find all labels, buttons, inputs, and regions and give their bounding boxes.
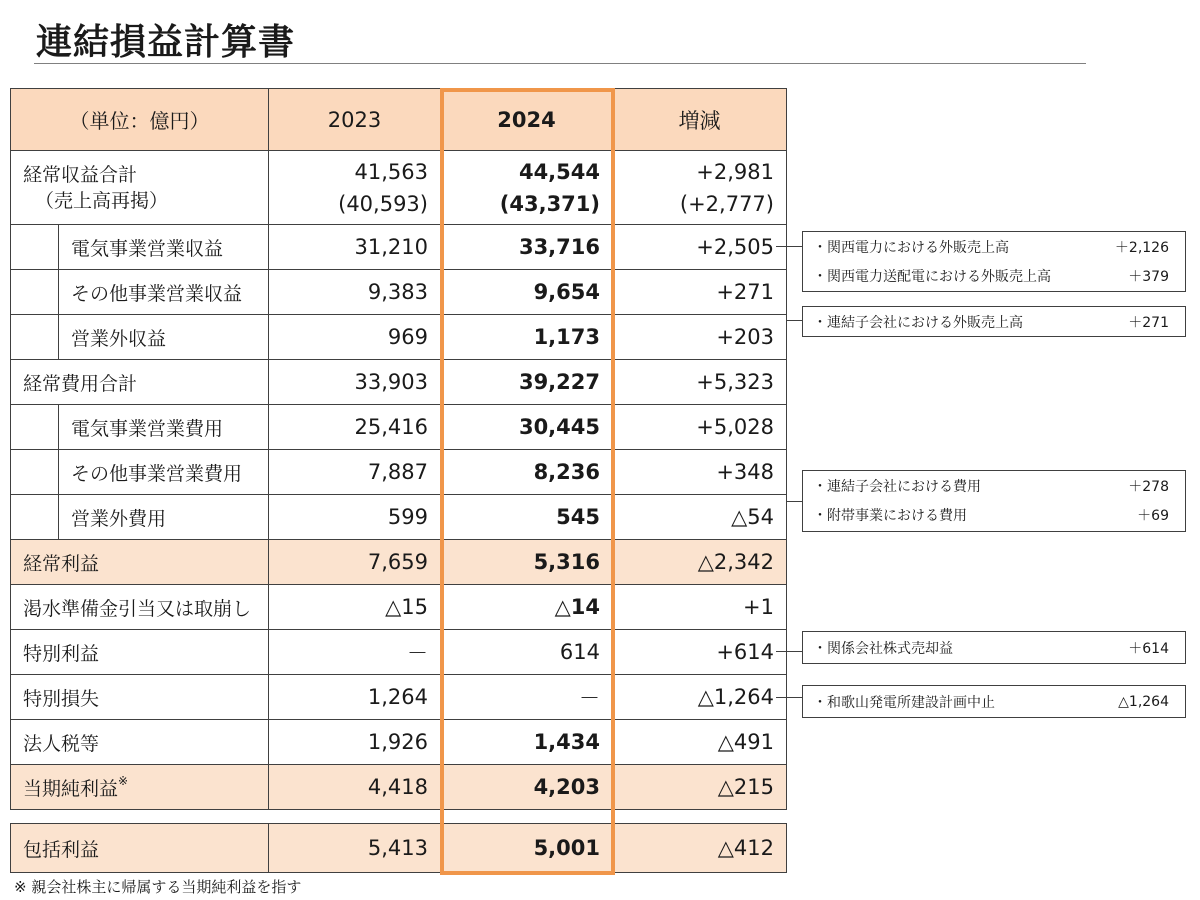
title-divider bbox=[34, 63, 1086, 64]
value-2024: 5,316 bbox=[441, 540, 613, 585]
row-label: 経常利益 bbox=[11, 540, 269, 585]
value-2024: 5,001 bbox=[441, 824, 613, 873]
value-diff: +348 bbox=[613, 450, 787, 495]
comprehensive-income-table bbox=[10, 823, 787, 873]
table-row bbox=[11, 630, 787, 675]
row-label: 営業外収益 bbox=[11, 315, 269, 360]
callout-connector bbox=[776, 246, 802, 247]
value-diff: +2,505 bbox=[613, 225, 787, 270]
value-2024: 614 bbox=[441, 630, 613, 675]
table-row bbox=[11, 720, 787, 765]
value-2024: 9,654 bbox=[441, 270, 613, 315]
callout-expenses bbox=[802, 470, 1186, 532]
value-2024: 1,173 bbox=[441, 315, 613, 360]
header-2023: 2023 bbox=[269, 89, 441, 151]
value-2024: 4,203 bbox=[441, 765, 613, 810]
value-2023: 969 bbox=[269, 315, 441, 360]
callout-line: ・関西電力における外販売上高 ＋2,126 bbox=[813, 239, 1169, 256]
value-2023: － bbox=[269, 630, 441, 675]
footnote: ※ 親会社株主に帰属する当期純利益を指す bbox=[14, 878, 302, 896]
callout-line: ・和歌山発電所建設計画中止 △1,264 bbox=[813, 693, 1169, 711]
callout-line: ・連結子会社における外販売上高 ＋271 bbox=[813, 314, 1169, 331]
value-diff: +614 bbox=[613, 630, 787, 675]
unit-label: （単位：億円） bbox=[11, 89, 269, 151]
value-diff: △491 bbox=[613, 720, 787, 765]
row-label: 電気事業営業費用 bbox=[11, 405, 269, 450]
row-label: 営業外費用 bbox=[11, 495, 269, 540]
value-2024: 30,445 bbox=[441, 405, 613, 450]
value-2024: 1,434 bbox=[441, 720, 613, 765]
value-diff: +5,028 bbox=[613, 405, 787, 450]
callout-line: ・関係会社株式売却益 ＋614 bbox=[813, 640, 1169, 657]
callout-connector bbox=[776, 697, 802, 698]
row-label: 渇水準備金引当又は取崩し bbox=[11, 585, 269, 630]
page-title: 連結損益計算書 bbox=[36, 22, 296, 63]
row-label: その他事業営業費用 bbox=[11, 450, 269, 495]
value-diff: △412 bbox=[613, 824, 787, 873]
value-2023: 7,887 bbox=[269, 450, 441, 495]
callout-connector bbox=[786, 472, 802, 502]
value-2024: 39,227 bbox=[441, 360, 613, 405]
value-diff: △215 bbox=[613, 765, 787, 810]
header-2024: 2024 bbox=[441, 89, 613, 151]
value-2024: 8,236 bbox=[441, 450, 613, 495]
table-row bbox=[11, 151, 787, 225]
table-row bbox=[11, 225, 787, 270]
callout-sales-breakdown bbox=[802, 231, 1186, 292]
table-row bbox=[11, 270, 787, 315]
value-2024: △14 bbox=[441, 585, 613, 630]
callout-extraordinary-gain bbox=[802, 631, 1186, 664]
row-label: 特別損失 bbox=[11, 675, 269, 720]
value-2023: △15 bbox=[269, 585, 441, 630]
table-row bbox=[11, 585, 787, 630]
value-2023: 7,659 bbox=[269, 540, 441, 585]
table-row bbox=[11, 824, 787, 873]
row-label: 電気事業営業収益 bbox=[11, 225, 269, 270]
table-row bbox=[11, 540, 787, 585]
value-2023: 5,413 bbox=[269, 824, 441, 873]
table-row bbox=[11, 450, 787, 495]
table-row bbox=[11, 360, 787, 405]
value-diff: △54 bbox=[613, 495, 787, 540]
value-diff: △1,264 bbox=[613, 675, 787, 720]
callout-extraordinary-loss bbox=[802, 685, 1186, 718]
row-label: 経常費用合計 bbox=[11, 360, 269, 405]
callout-line: ・関西電力送配電における外販売上高 ＋379 bbox=[813, 268, 1169, 285]
row-label: 特別利益 bbox=[11, 630, 269, 675]
table-row bbox=[11, 315, 787, 360]
callout-connector bbox=[786, 293, 802, 321]
table-row bbox=[11, 495, 787, 540]
value-diff: +271 bbox=[613, 270, 787, 315]
value-2023: 1,926 bbox=[269, 720, 441, 765]
value-diff: +2,981 (+2,777) bbox=[613, 151, 787, 225]
table-row bbox=[11, 675, 787, 720]
callout-line: ・連結子会社における費用 ＋278 bbox=[813, 478, 1169, 495]
value-diff: +203 bbox=[613, 315, 787, 360]
value-2023: 31,210 bbox=[269, 225, 441, 270]
callout-subsidiary-sales bbox=[802, 306, 1186, 337]
value-2023: 9,383 bbox=[269, 270, 441, 315]
row-label: 包括利益 bbox=[11, 824, 269, 873]
value-diff: +1 bbox=[613, 585, 787, 630]
value-2023: 41,563 (40,593) bbox=[269, 151, 441, 225]
value-2024: 33,716 bbox=[441, 225, 613, 270]
table-row bbox=[11, 765, 787, 810]
row-label: 法人税等 bbox=[11, 720, 269, 765]
value-diff: △2,342 bbox=[613, 540, 787, 585]
value-2023: 1,264 bbox=[269, 675, 441, 720]
callout-connector bbox=[776, 651, 802, 652]
row-label: その他事業営業収益 bbox=[11, 270, 269, 315]
table-row bbox=[11, 405, 787, 450]
table-header-row bbox=[11, 89, 787, 151]
value-diff: +5,323 bbox=[613, 360, 787, 405]
value-2023: 599 bbox=[269, 495, 441, 540]
value-2023: 4,418 bbox=[269, 765, 441, 810]
value-2023: 33,903 bbox=[269, 360, 441, 405]
income-statement-table bbox=[10, 88, 787, 810]
value-2023: 25,416 bbox=[269, 405, 441, 450]
footnote-mark: ※ bbox=[118, 773, 129, 788]
callout-line: ・附帯事業における費用 ＋69 bbox=[813, 507, 1169, 524]
value-2024: 44,544 (43,371) bbox=[441, 151, 613, 225]
row-label: 当期純利益※ bbox=[11, 765, 269, 810]
value-2024: － bbox=[441, 675, 613, 720]
row-label: 経常収益合計 （売上高再掲） bbox=[11, 151, 269, 225]
value-2024: 545 bbox=[441, 495, 613, 540]
header-diff: 増減 bbox=[613, 89, 787, 151]
